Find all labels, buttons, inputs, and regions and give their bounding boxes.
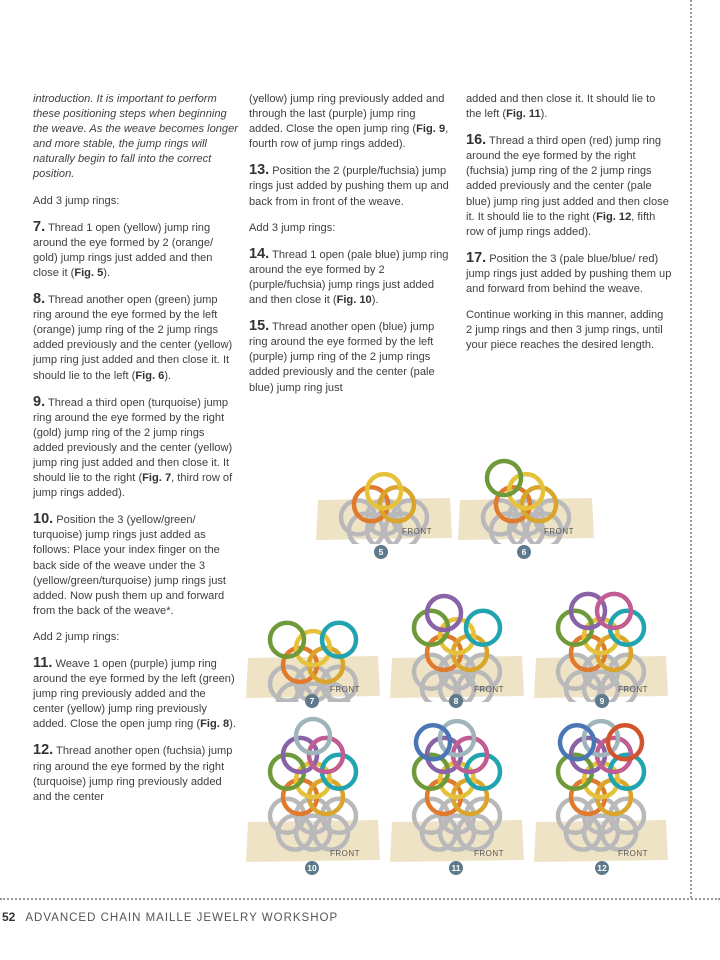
figure-ref: Fig. 7: [142, 472, 172, 485]
step-12: [33, 743, 238, 804]
page-number: 52: [2, 910, 16, 924]
figure-number-badge: 8: [449, 694, 463, 708]
step-text-end: ).: [229, 718, 236, 731]
step-number: 16.: [466, 132, 487, 149]
front-label: FRONT: [474, 685, 505, 694]
step-14: [249, 247, 449, 308]
front-label: FRONT: [402, 527, 433, 536]
step-text: Thread another open (green) jump ring around the eye formed by the left (orange) jump ring of the 2 jump rings added previously and the center (yellow) jump ring just added and then close it. It should lie to the left (: [33, 294, 233, 382]
step-text: Position the 3 (yellow/green/ turquoise) jump rings just added as follows: Place your index finger on the back side of the weave under the 3 (yellow/green/turquoise) jump rings just added. Now push them up and forward from the back of the weave*.: [33, 514, 226, 617]
chain-maille-illustration: [390, 716, 524, 866]
step-text: Position the 2 (purple/fuchsia) jump rings just added by pushing them up and back from in front of the weave.: [249, 165, 449, 208]
dotted-margin-vertical: [690, 0, 692, 898]
step-text: Thread 1 open (pale blue) jump ring around the eye formed by 2 (purple/fuchsia) jump rings just added and then close it (: [249, 248, 449, 307]
figure-7: [246, 584, 380, 702]
chain-maille-illustration: [534, 572, 668, 702]
figure-ref: Fig. 9: [416, 123, 446, 136]
chain-maille-illustration: [458, 440, 594, 544]
step-10: [33, 512, 238, 619]
step-text-end: ).: [103, 266, 111, 279]
step-text: Thread a third open (red) jump ring around the eye formed by the right (fuchsia) jump ring of the 2 jump rings added previously and the center (pale blue) jump ring just added and then close it. It should lie to the right (: [466, 135, 669, 223]
step-16: [466, 133, 672, 240]
text-column-middle: [249, 92, 449, 407]
step-15: [249, 319, 449, 395]
step-text-end: ).: [540, 108, 548, 121]
figure-6: [458, 440, 594, 544]
figure-number-badge: 6: [517, 545, 531, 559]
chain-maille-illustration: [246, 716, 380, 866]
figure-number-badge: 10: [305, 861, 319, 875]
step-text-end: ).: [164, 369, 172, 382]
text-column-right: [466, 92, 672, 364]
figure-10: [246, 716, 380, 866]
step-text: Thread 1 open (yellow) jump ring around the eye formed by 2 (orange/ gold) jump rings just added and then close it (: [33, 221, 214, 279]
figure-ref: Fig. 10: [336, 294, 372, 307]
step-text: Thread a third open (turquoise) jump ring around the eye formed by the right (gold) jump ring of the 2 jump rings added previously and the center (yellow) jump ring just added and then close it. It should lie to the right (: [33, 396, 233, 485]
step-text: (yellow) jump ring previously added and through the last (purple) jump ring added. Close the open jump ring (: [249, 93, 445, 136]
step-number: 13.: [249, 162, 270, 179]
figure-9: [534, 572, 668, 702]
step-text: Thread another open (fuchsia) jump ring around the eye formed by the right (turquoise) jump ring previously added and the center: [33, 745, 233, 803]
step-13: [249, 163, 449, 209]
figure-ref: Fig. 12: [596, 210, 632, 223]
step-7: [33, 220, 238, 281]
chain-maille-illustration: [316, 440, 452, 544]
figure-number-badge: 12: [595, 861, 609, 875]
book-title: ADVANCED CHAIN MAILLE JEWELRY WORKSHOP: [25, 912, 339, 924]
step-text-end: , fourth row of jump rings added).: [249, 123, 449, 151]
step-17: [466, 251, 672, 297]
chain-maille-illustration: [390, 572, 524, 702]
step-11: [33, 656, 238, 732]
step-number: 7.: [33, 218, 46, 235]
figure-ref: Fig. 6: [135, 369, 165, 382]
step-text: added and then close it. It should lie to the left (: [466, 93, 656, 121]
figure-5: [316, 440, 452, 544]
step-text: Weave 1 open (purple) jump ring around the eye formed by the left (green) jump ring previously added and the center (yellow) jump ring previously added. Close the open jump ring (: [33, 658, 235, 731]
step-8: [33, 292, 238, 384]
step-text-end: , third row of jump rings added).: [33, 472, 233, 500]
front-label: FRONT: [618, 685, 649, 694]
figure-ref: Fig. 11: [506, 108, 541, 121]
figure-number-badge: 7: [305, 694, 319, 708]
text-column-left: [33, 92, 238, 816]
intro-paragraph: introduction. It is important to perform these positioning steps when beginning the weave. As the weave becomes longer and more stable, the jump rings will naturally begin to fall into the correct position.: [33, 93, 238, 181]
step-12-continued: [249, 92, 449, 152]
dotted-margin-horizontal: [0, 898, 720, 900]
step-number: 17.: [466, 249, 487, 266]
add-3-heading: Add 3 jump rings:: [249, 221, 336, 234]
step-number: 14.: [249, 245, 270, 262]
page-footer: [2, 910, 338, 924]
step-number: 9.: [33, 393, 46, 410]
step-number: 15.: [249, 318, 270, 335]
closing-paragraph: Continue working in this manner, adding 2 jump rings and then 3 jump rings, until your piece reaches the desired length.: [466, 309, 664, 352]
step-number: 11.: [33, 655, 53, 671]
step-15-continued: [466, 92, 672, 122]
front-label: FRONT: [474, 849, 505, 858]
step-number: 8.: [33, 291, 46, 308]
add-2-heading: Add 2 jump rings:: [33, 630, 120, 643]
front-label: FRONT: [330, 685, 361, 694]
front-label: FRONT: [330, 849, 361, 858]
step-number: 12.: [33, 742, 54, 759]
figure-number-badge: 9: [595, 694, 609, 708]
front-label: FRONT: [544, 527, 575, 536]
figure-number-badge: 5: [374, 545, 388, 559]
figure-11: [390, 716, 524, 866]
step-text-end: , fifth row of jump rings added).: [466, 210, 656, 238]
figure-ref: Fig. 5: [74, 266, 104, 279]
chain-maille-illustration: [246, 584, 380, 702]
step-text: Position the 3 (pale blue/blue/ red) jump rings just added by pushing them up and forward from behind the weave.: [466, 252, 672, 296]
figure-number-badge: 11: [449, 861, 463, 875]
add-3-heading: Add 3 jump rings:: [33, 194, 120, 207]
step-9: [33, 395, 238, 502]
step-text: Thread another open (blue) jump ring around the eye formed by the left (purple) jump ring of the 2 jump rings added previously and the center (pale blue) jump ring just: [249, 321, 435, 394]
figure-ref: Fig. 8: [200, 718, 230, 731]
chain-maille-illustration: [534, 716, 668, 866]
step-text-end: ).: [371, 294, 379, 307]
figure-12: [534, 716, 668, 866]
step-number: 10.: [33, 511, 54, 528]
figure-8: [390, 572, 524, 702]
front-label: FRONT: [618, 849, 649, 858]
